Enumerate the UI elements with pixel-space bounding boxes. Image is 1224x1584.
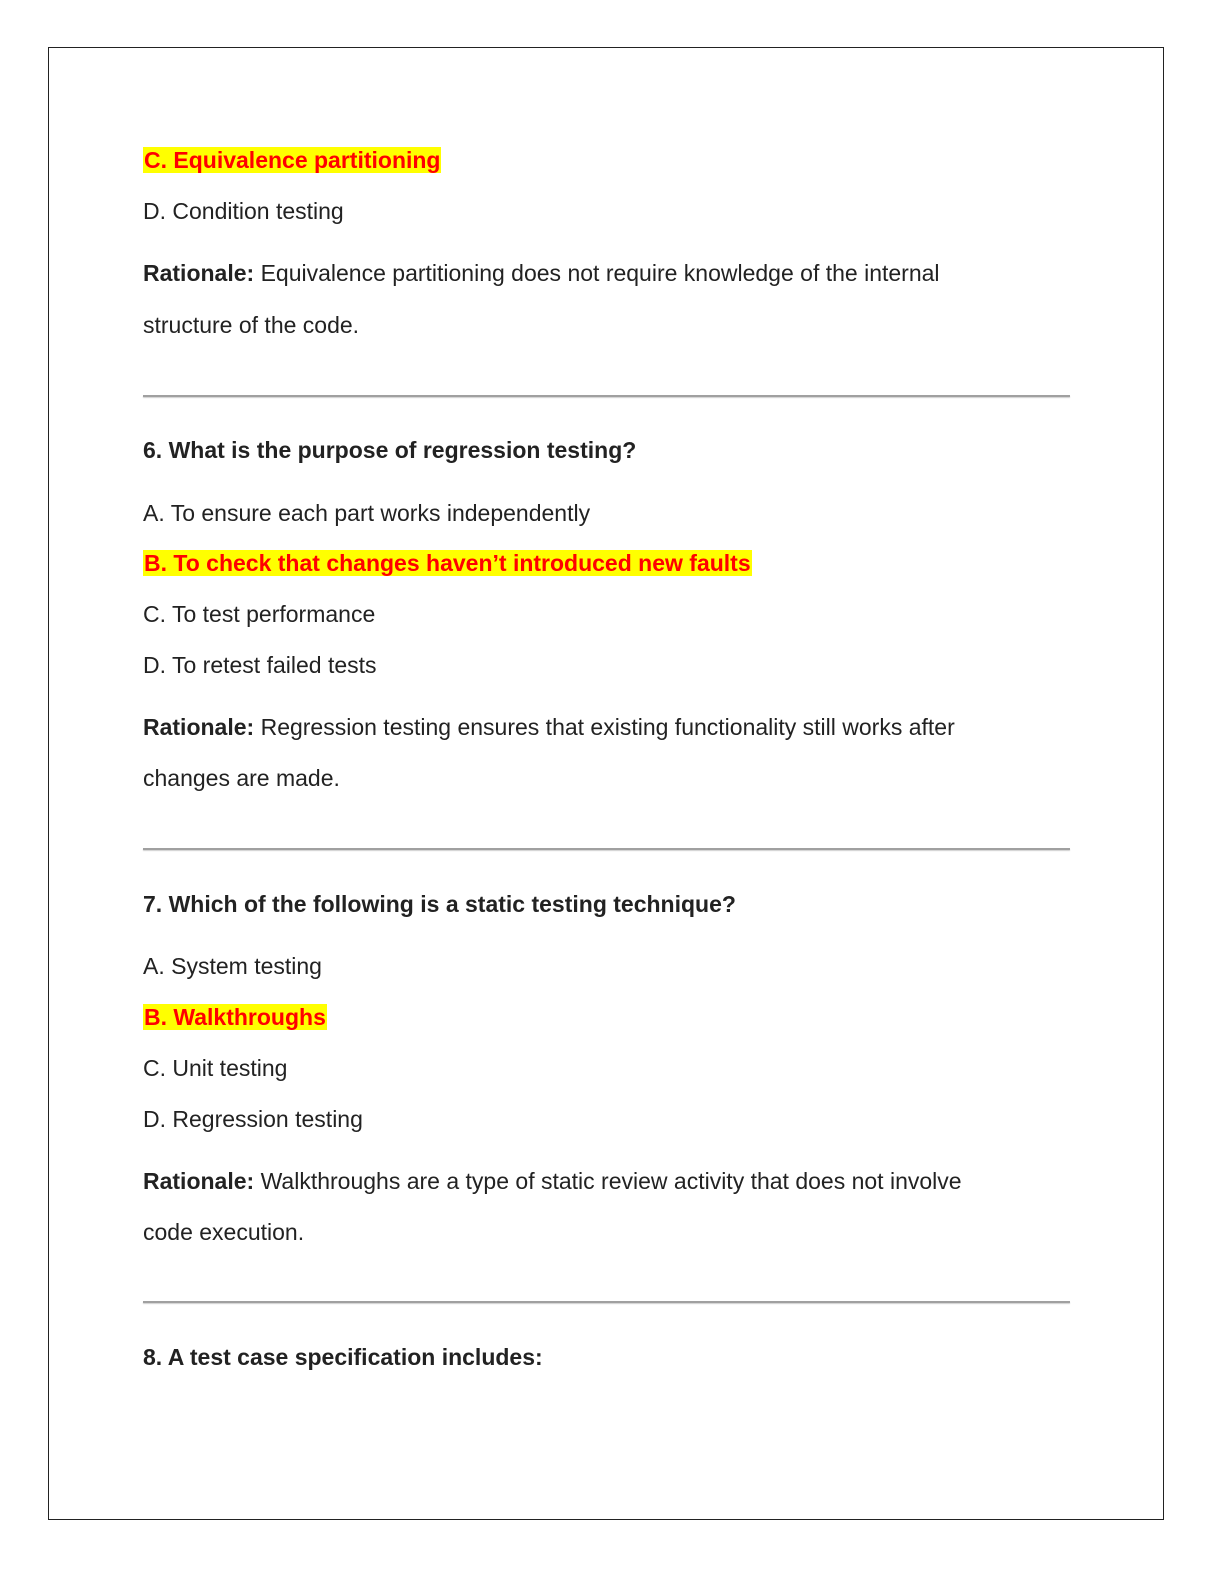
q6-rationale-cont: changes are made. xyxy=(143,765,340,791)
q7-rationale-cont: code execution. xyxy=(143,1219,305,1245)
q8-question: 8. A test case specification includes: xyxy=(143,1344,543,1370)
rationale-text: Equivalence partitioning does not require knowledge of the internal xyxy=(254,260,940,286)
rationale-text: Walkthroughs are a type of static review activity that does not involve xyxy=(254,1168,962,1194)
q5-rationale xyxy=(143,258,940,288)
q6-option-d: D. To retest failed tests xyxy=(143,652,377,678)
q6-question: 6. What is the purpose of regression testing? xyxy=(143,437,637,463)
correct-answer-highlight: B. To check that changes haven’t introduced new faults xyxy=(144,550,751,576)
rationale-label: Rationale: xyxy=(143,714,255,740)
q5-option-c xyxy=(143,145,441,175)
q7-option-c: C. Unit testing xyxy=(143,1055,288,1081)
q5-option-d: D. Condition testing xyxy=(143,198,344,224)
q7-option-a: A. System testing xyxy=(143,953,322,979)
q6-option-b xyxy=(143,548,752,578)
correct-answer-highlight: B. Walkthroughs xyxy=(144,1004,326,1030)
q7-option-d: D. Regression testing xyxy=(143,1106,363,1132)
q5-rationale-cont: structure of the code. xyxy=(143,312,360,338)
rationale-text: Regression testing ensures that existing functionality still works after xyxy=(254,714,955,740)
section-divider xyxy=(143,848,1070,850)
q7-question: 7. Which of the following is a static testing technique? xyxy=(143,891,736,917)
q6-option-a: A. To ensure each part works independently xyxy=(143,500,591,526)
correct-answer-highlight: C. Equivalence partitioning xyxy=(144,147,441,173)
section-divider xyxy=(143,1301,1070,1303)
q6-option-c: C. To test performance xyxy=(143,601,376,627)
section-divider xyxy=(143,395,1070,397)
q6-rationale xyxy=(143,712,955,742)
rationale-label: Rationale: xyxy=(143,260,255,286)
q7-rationale xyxy=(143,1166,962,1196)
rationale-label: Rationale: xyxy=(143,1168,255,1194)
q7-option-b xyxy=(143,1002,327,1032)
